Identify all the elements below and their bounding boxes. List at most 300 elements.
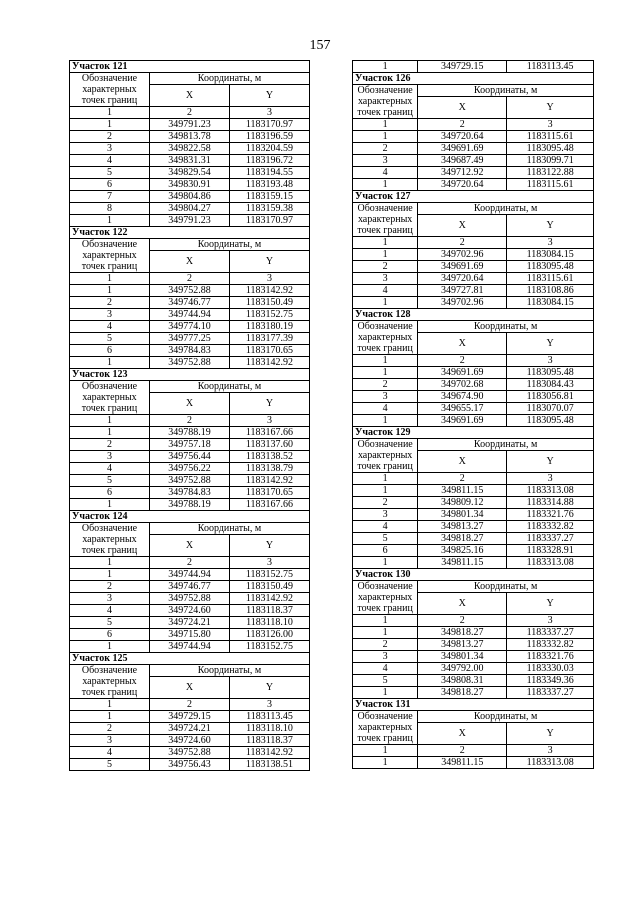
column-number: 1: [70, 415, 150, 427]
coord-y-value: 1183095.48: [507, 143, 594, 155]
right-column: [352, 60, 594, 769]
table-row: [70, 723, 310, 735]
table-row: [353, 391, 594, 403]
coord-x-value: 349752.88: [150, 747, 230, 759]
section-title-text: Участок 122: [70, 227, 310, 239]
table-row: [353, 627, 594, 639]
designation-header: [70, 523, 150, 557]
coord-x-value: 349818.27: [418, 687, 507, 699]
column-number: 1: [70, 107, 150, 119]
x-header: X: [150, 393, 230, 415]
coord-y-value: 1183321.76: [507, 651, 594, 663]
column-number: 3: [507, 745, 594, 757]
column-number: 2: [418, 119, 507, 131]
coord-x-value: 349720.64: [418, 273, 507, 285]
coord-y-value: 1183194.55: [230, 167, 310, 179]
coord-y-value: 1183332.82: [507, 639, 594, 651]
point-number: 4: [70, 155, 150, 167]
point-number: 2: [70, 297, 150, 309]
designation-header-line: характерных: [82, 250, 137, 261]
x-header: X: [418, 97, 507, 119]
point-number: 1: [353, 249, 418, 261]
designation-header-line: Обозначение: [357, 581, 413, 592]
section-title-text: Участок 125: [70, 653, 310, 665]
y-header: Y: [507, 215, 594, 237]
table-row: [353, 497, 594, 509]
designation-header-line: точек границ: [81, 687, 138, 698]
x-header: X: [418, 333, 507, 355]
table-row: [353, 663, 594, 675]
designation-header-line: Обозначение: [357, 321, 413, 332]
coord-y-value: 1183113.45: [507, 61, 594, 73]
coord-y-value: 1183118.37: [230, 735, 310, 747]
point-number: 1: [353, 557, 418, 569]
table-row: [70, 747, 310, 759]
column-number: 2: [418, 615, 507, 627]
point-number: 4: [353, 167, 418, 179]
designation-header-line: Обозначение: [357, 711, 413, 722]
point-number: 1: [353, 485, 418, 497]
coord-y-value: 1183084.15: [507, 297, 594, 309]
section-title: [70, 369, 310, 381]
coord-y-value: 1183159.38: [230, 203, 310, 215]
column-number: 3: [230, 273, 310, 285]
point-number: 1: [353, 415, 418, 427]
table-row: [70, 427, 310, 439]
column-number-row: [353, 355, 594, 367]
coord-y-value: 1183115.61: [507, 131, 594, 143]
table-row: [70, 593, 310, 605]
designation-header-line: Обозначение: [357, 85, 413, 96]
coord-x-value: 349788.19: [150, 499, 230, 511]
coord-x-value: 349825.16: [418, 545, 507, 557]
header-row: [70, 665, 310, 677]
point-number: 2: [70, 131, 150, 143]
coord-y-value: 1183142.92: [230, 357, 310, 369]
table-row: [353, 545, 594, 557]
point-number: 3: [353, 651, 418, 663]
point-number: 8: [70, 203, 150, 215]
coord-y-value: 1183196.59: [230, 131, 310, 143]
coord-y-value: 1183115.61: [507, 273, 594, 285]
column-number: 1: [353, 615, 418, 627]
table-row: [70, 463, 310, 475]
column-number-row: [70, 557, 310, 569]
y-header: Y: [230, 85, 310, 107]
designation-header-line: характерных: [82, 676, 137, 687]
column-number: 3: [230, 557, 310, 569]
coord-x-value: 349811.15: [418, 485, 507, 497]
coord-x-value: 349809.12: [418, 497, 507, 509]
designation-header: [70, 239, 150, 273]
point-number: 1: [70, 427, 150, 439]
table-row: [353, 675, 594, 687]
table-row: [353, 167, 594, 179]
column-number-row: [353, 119, 594, 131]
designation-header-line: точек границ: [357, 733, 413, 744]
coord-y-value: 1183142.92: [230, 593, 310, 605]
coord-x-value: 349752.88: [150, 285, 230, 297]
designation-header-line: Обозначение: [81, 523, 138, 534]
section-title: [70, 227, 310, 239]
coord-y-value: 1183167.66: [230, 499, 310, 511]
designation-header: [353, 321, 418, 355]
page-number: 157: [309, 38, 331, 53]
designation-header-line: характерных: [357, 592, 413, 603]
column-number: 3: [507, 237, 594, 249]
table-row: [353, 155, 594, 167]
designation-header: [70, 665, 150, 699]
coord-x-value: 349813.27: [418, 639, 507, 651]
coord-y-value: 1183177.39: [230, 333, 310, 345]
point-number: 3: [353, 155, 418, 167]
designation-header: [353, 711, 418, 745]
coord-y-value: 1183118.10: [230, 723, 310, 735]
coord-x-value: 349788.19: [150, 427, 230, 439]
designation-header: [353, 203, 418, 237]
designation-header-line: точек границ: [357, 603, 413, 614]
coord-y-value: 1183095.48: [507, 367, 594, 379]
designation-header-line: точек границ: [357, 461, 413, 472]
table-row: [353, 533, 594, 545]
coord-y-value: 1183084.15: [507, 249, 594, 261]
y-header: Y: [230, 251, 310, 273]
section-title: [353, 309, 594, 321]
coord-x-value: 349687.49: [418, 155, 507, 167]
coord-y-value: 1183180.19: [230, 321, 310, 333]
table-row: [70, 131, 310, 143]
coordinates-header: Координаты, м: [150, 523, 310, 535]
point-number: 6: [70, 345, 150, 357]
coord-y-value: 1183337.27: [507, 627, 594, 639]
section-title-text: Участок 121: [70, 61, 310, 73]
coord-x-value: 349808.31: [418, 675, 507, 687]
coordinates-header: Координаты, м: [150, 381, 310, 393]
section-title: [353, 73, 594, 85]
coord-x-value: 349724.60: [150, 605, 230, 617]
table-row: [70, 285, 310, 297]
point-number: 1: [353, 627, 418, 639]
designation-header: [70, 73, 150, 107]
coord-y-value: 1183313.08: [507, 757, 594, 769]
coord-y-value: 1183118.10: [230, 617, 310, 629]
y-header: Y: [507, 333, 594, 355]
coord-x-value: 349822.58: [150, 143, 230, 155]
coord-x-value: 349729.15: [418, 61, 507, 73]
column-number-row: [70, 107, 310, 119]
designation-header-line: Обозначение: [357, 203, 413, 214]
column-number: 3: [507, 119, 594, 131]
coord-x-value: 349830.91: [150, 179, 230, 191]
table-row: [353, 521, 594, 533]
point-number: 6: [70, 487, 150, 499]
coord-y-value: 1183099.71: [507, 155, 594, 167]
table-row: [70, 179, 310, 191]
table-row: [353, 143, 594, 155]
coord-x-value: 349777.25: [150, 333, 230, 345]
coord-x-value: 349813.27: [418, 521, 507, 533]
table-row: [353, 179, 594, 191]
column-number-row: [353, 615, 594, 627]
point-number: 3: [70, 451, 150, 463]
y-header: Y: [507, 97, 594, 119]
column-number-row: [70, 699, 310, 711]
x-header: X: [150, 251, 230, 273]
point-number: 2: [353, 497, 418, 509]
section-title: [353, 569, 594, 581]
coord-x-value: 349813.78: [150, 131, 230, 143]
coordinates-header: Координаты, м: [418, 581, 594, 593]
coord-x-value: 349801.34: [418, 651, 507, 663]
coord-y-value: 1183056.81: [507, 391, 594, 403]
section-title-text: Участок 127: [353, 191, 594, 203]
table-row: [353, 297, 594, 309]
y-header: Y: [507, 593, 594, 615]
coord-x-value: 349746.77: [150, 581, 230, 593]
column-number: 1: [70, 557, 150, 569]
coord-y-value: 1183193.48: [230, 179, 310, 191]
table-row: [70, 155, 310, 167]
point-number: 1: [70, 499, 150, 511]
table-row: [70, 357, 310, 369]
x-header: X: [418, 593, 507, 615]
coord-y-value: 1183137.60: [230, 439, 310, 451]
section-title-text: Участок 131: [353, 699, 594, 711]
coord-x-value: 349811.15: [418, 757, 507, 769]
point-number: 3: [70, 309, 150, 321]
coord-x-value: 349774.10: [150, 321, 230, 333]
coordinates-header: Координаты, м: [150, 665, 310, 677]
coord-x-value: 349702.68: [418, 379, 507, 391]
point-number: 4: [353, 663, 418, 675]
coord-y-value: 1183337.27: [507, 533, 594, 545]
designation-header: [353, 581, 418, 615]
table-row: [70, 711, 310, 723]
designation-header-line: точек границ: [357, 343, 413, 354]
point-number: 2: [353, 143, 418, 155]
point-number: 4: [70, 321, 150, 333]
table-row: [70, 143, 310, 155]
point-number: 1: [353, 179, 418, 191]
coord-x-value: 349724.21: [150, 617, 230, 629]
coord-x-value: 349752.88: [150, 357, 230, 369]
point-number: 1: [353, 131, 418, 143]
coord-x-value: 349756.22: [150, 463, 230, 475]
coord-y-value: 1183118.37: [230, 605, 310, 617]
table-row: [353, 273, 594, 285]
coordinates-header: Координаты, м: [418, 321, 594, 333]
y-header: Y: [507, 723, 594, 745]
coord-y-value: 1183196.72: [230, 155, 310, 167]
column-number: 2: [418, 745, 507, 757]
section-title: [353, 427, 594, 439]
point-number: 1: [353, 61, 418, 73]
coord-y-value: 1183138.51: [230, 759, 310, 771]
section-title: [70, 61, 310, 73]
point-number: 1: [70, 215, 150, 227]
table-row: [353, 379, 594, 391]
coordinates-header: Координаты, м: [418, 439, 594, 451]
designation-header-line: точек границ: [81, 403, 138, 414]
point-number: 2: [353, 639, 418, 651]
point-number: 3: [353, 509, 418, 521]
header-row: [353, 203, 594, 215]
coord-y-value: 1183113.45: [230, 711, 310, 723]
table-row: [353, 509, 594, 521]
point-number: 2: [70, 439, 150, 451]
column-number: 3: [230, 699, 310, 711]
point-number: 5: [353, 533, 418, 545]
column-number: 2: [418, 237, 507, 249]
column-number: 1: [70, 273, 150, 285]
table-row: [353, 403, 594, 415]
section-title: [70, 653, 310, 665]
designation-header-line: Обозначение: [81, 239, 138, 250]
point-number: 3: [353, 273, 418, 285]
point-number: 5: [70, 617, 150, 629]
y-header: Y: [507, 451, 594, 473]
point-number: 2: [353, 379, 418, 391]
coordinates-header: Координаты, м: [150, 73, 310, 85]
table-row: [70, 569, 310, 581]
table-row: [353, 687, 594, 699]
point-number: 5: [70, 167, 150, 179]
column-number: 1: [353, 119, 418, 131]
table-row: [353, 639, 594, 651]
coord-x-value: 349831.31: [150, 155, 230, 167]
point-number: 6: [353, 545, 418, 557]
left-column: [69, 60, 310, 771]
table-row: [353, 285, 594, 297]
x-header: X: [150, 85, 230, 107]
coord-x-value: 349720.64: [418, 131, 507, 143]
coord-x-value: 349724.21: [150, 723, 230, 735]
designation-header: [353, 85, 418, 119]
header-row: [353, 581, 594, 593]
coord-y-value: 1183313.08: [507, 485, 594, 497]
coord-y-value: 1183152.75: [230, 641, 310, 653]
column-number: 2: [418, 473, 507, 485]
coord-x-value: 349744.94: [150, 569, 230, 581]
x-header: X: [418, 723, 507, 745]
table-row: [70, 487, 310, 499]
column-number-row: [353, 745, 594, 757]
table-row: [70, 451, 310, 463]
header-row: [70, 239, 310, 251]
point-number: 6: [70, 629, 150, 641]
table-row: [70, 617, 310, 629]
coordinates-header: Координаты, м: [150, 239, 310, 251]
coord-y-value: 1183138.52: [230, 451, 310, 463]
section-title-text: Участок 124: [70, 511, 310, 523]
coord-y-value: 1183152.75: [230, 569, 310, 581]
designation-header-line: характерных: [357, 450, 413, 461]
table-row: [353, 757, 594, 769]
coord-y-value: 1183142.92: [230, 285, 310, 297]
point-number: 1: [70, 119, 150, 131]
point-number: 3: [70, 593, 150, 605]
column-number: 2: [150, 107, 230, 119]
column-number: 1: [353, 473, 418, 485]
coord-y-value: 1183313.08: [507, 557, 594, 569]
coord-x-value: 349752.88: [150, 475, 230, 487]
table-row: [70, 297, 310, 309]
designation-header-line: характерных: [357, 722, 413, 733]
header-row: [353, 439, 594, 451]
x-header: X: [150, 535, 230, 557]
point-number: 5: [70, 333, 150, 345]
table-row: [70, 475, 310, 487]
section-title: [353, 191, 594, 203]
table-row: [353, 651, 594, 663]
coord-x-value: 349804.86: [150, 191, 230, 203]
coord-y-value: 1183170.65: [230, 487, 310, 499]
coord-x-value: 349746.77: [150, 297, 230, 309]
header-row: [353, 85, 594, 97]
column-number-row: [353, 473, 594, 485]
coord-x-value: 349784.83: [150, 487, 230, 499]
coord-y-value: 1183332.82: [507, 521, 594, 533]
table-row: [70, 203, 310, 215]
coord-x-value: 349811.15: [418, 557, 507, 569]
x-header: X: [150, 677, 230, 699]
header-row: [70, 523, 310, 535]
designation-header-line: характерных: [82, 392, 137, 403]
coord-x-value: 349702.96: [418, 249, 507, 261]
coord-y-value: 1183170.65: [230, 345, 310, 357]
table-row: [353, 131, 594, 143]
coord-y-value: 1183170.97: [230, 119, 310, 131]
coord-x-value: 349674.90: [418, 391, 507, 403]
point-number: 5: [70, 759, 150, 771]
x-header: X: [418, 451, 507, 473]
coord-y-value: 1183095.48: [507, 261, 594, 273]
coord-y-value: 1183122.88: [507, 167, 594, 179]
coordinates-table-right: [352, 60, 594, 769]
coordinates-header: Координаты, м: [418, 85, 594, 97]
y-header: Y: [230, 677, 310, 699]
column-number-row: [70, 415, 310, 427]
point-number: 1: [353, 687, 418, 699]
table-row: [70, 167, 310, 179]
designation-header-line: Обозначение: [81, 381, 138, 392]
point-number: 1: [353, 757, 418, 769]
coord-x-value: 349691.69: [418, 367, 507, 379]
section-title: [353, 699, 594, 711]
section-title-text: Участок 128: [353, 309, 594, 321]
coord-x-value: 349724.60: [150, 735, 230, 747]
column-number-row: [70, 273, 310, 285]
coord-x-value: 349818.27: [418, 627, 507, 639]
designation-header-line: точек границ: [81, 261, 138, 272]
point-number: 4: [70, 747, 150, 759]
coord-x-value: 349729.15: [150, 711, 230, 723]
column-number-row: [353, 237, 594, 249]
table-row: [70, 439, 310, 451]
table-row: [70, 641, 310, 653]
point-number: 2: [70, 581, 150, 593]
table-row: [70, 605, 310, 617]
table-row: [353, 557, 594, 569]
designation-header-line: характерных: [357, 332, 413, 343]
column-number: 1: [70, 699, 150, 711]
point-number: 4: [353, 521, 418, 533]
designation-header-line: Обозначение: [81, 665, 138, 676]
designation-header: [353, 439, 418, 473]
coord-x-value: 349791.23: [150, 215, 230, 227]
designation-header-line: характерных: [82, 84, 137, 95]
coordinates-table-left: [69, 60, 310, 771]
